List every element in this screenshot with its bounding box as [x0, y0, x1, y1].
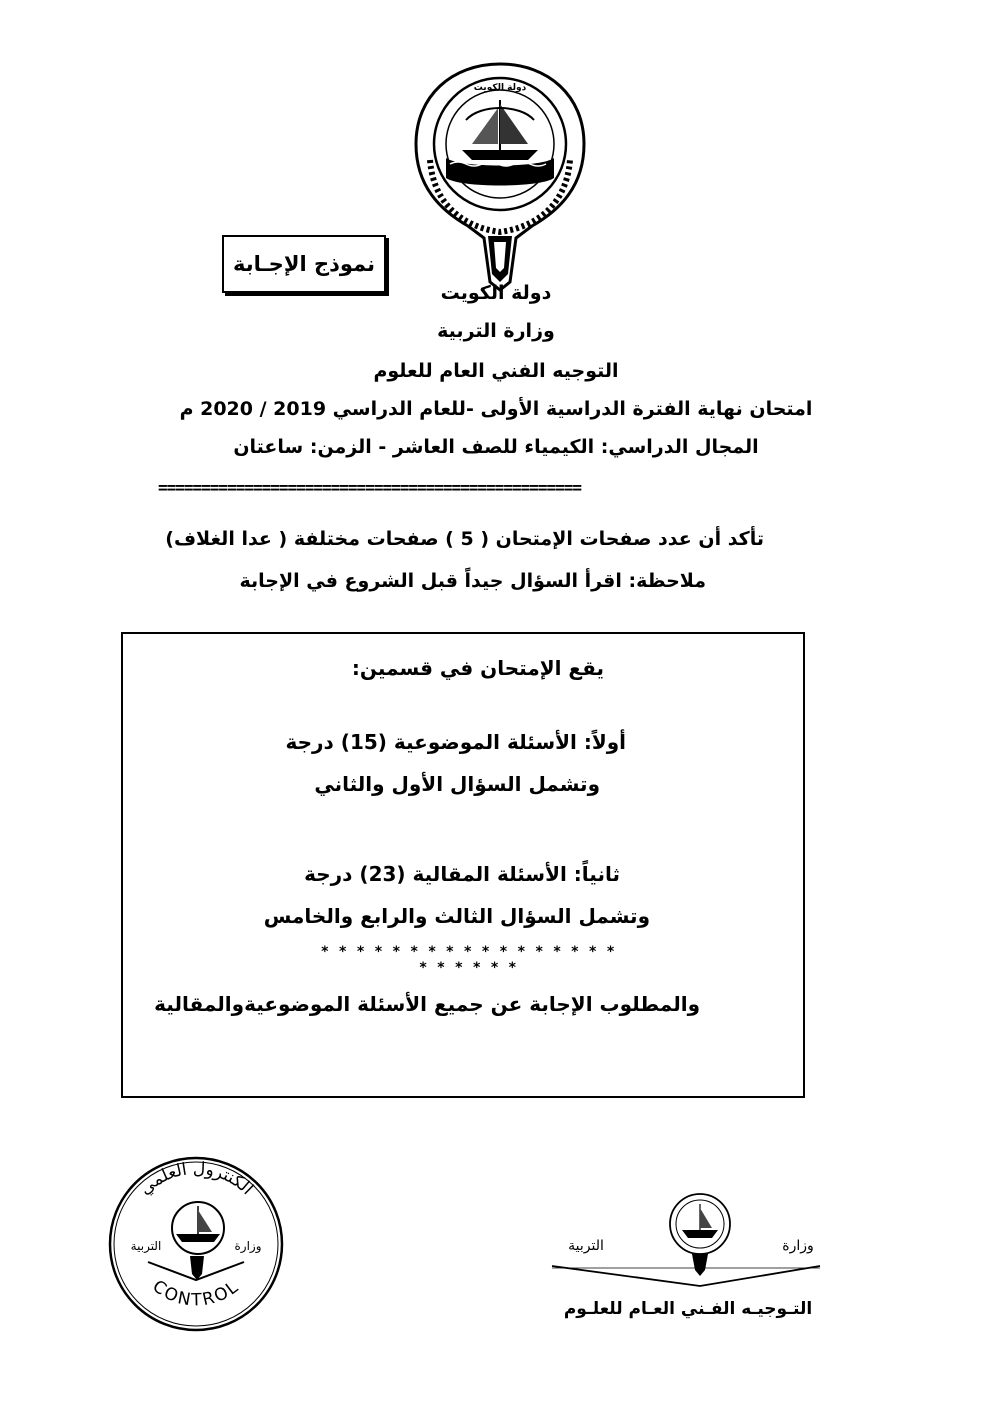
ministry-stamp-right-text: التربية	[568, 1238, 604, 1254]
part1-title: أولاً: الأسئلة الموضوعية (15) درجة	[285, 730, 626, 754]
stars-separator: * * * * * * * * * * * * * * * * * * * * * * *	[320, 944, 616, 976]
ministry-stamp-left-text: وزارة	[782, 1238, 814, 1254]
part2-title: ثانياً: الأسئلة المقالية (23) درجة	[304, 862, 620, 886]
country-name: دولة الكويت	[440, 282, 552, 304]
ministry-name: وزارة التربية	[437, 320, 555, 342]
exam-title: امتحان نهاية الفترة الدراسية الأولى -للعام الدراسي 2019 / 2020 م	[179, 398, 813, 420]
kuwait-emblem-icon	[410, 60, 590, 292]
pages-check-note: تأكد أن عدد صفحات الإمتحان ( 5 ) صفحات مختلفة ( عدا الغلاف)	[165, 528, 764, 550]
emblem-text: دولة الكويت	[473, 83, 527, 93]
control-stamp-top-text: الكنترول العلمي	[135, 1158, 258, 1200]
control-stamp-right-text: التربية	[130, 1239, 162, 1253]
answer-model-label: نموذج الإجـابة	[233, 252, 376, 276]
required-answer-note: والمطلوب الإجابة عن جميع الأسئلة الموضوعيةوالمقالية	[154, 992, 700, 1016]
control-stamp-bottom-text: CONTROL	[148, 1276, 244, 1311]
part1-detail: وتشمل السؤال الأول والثاني	[314, 772, 600, 796]
ministry-stamp-bottom-text: التـوجيـه الفـني العـام للعلـوم	[563, 1299, 813, 1319]
department-name: التوجيه الفني العام للعلوم	[373, 360, 619, 382]
exam-intro: يقع الإمتحان في قسمين:	[351, 656, 604, 680]
part2-detail: وتشمل السؤال الثالث والرابع والخامس	[263, 904, 650, 928]
control-stamp-left-text: وزارة	[234, 1239, 262, 1253]
double-line-divider: =================================================	[158, 478, 582, 497]
control-stamp-icon	[104, 1152, 288, 1336]
read-question-note: ملاحظة: اقرأ السؤال جيداً قبل الشروع في الإجابة	[239, 570, 706, 592]
ministry-stamp-icon	[548, 1188, 828, 1328]
subject-line: المجال الدراسي: الكيمياء للصف العاشر - الزمن: ساعتان	[233, 436, 759, 458]
